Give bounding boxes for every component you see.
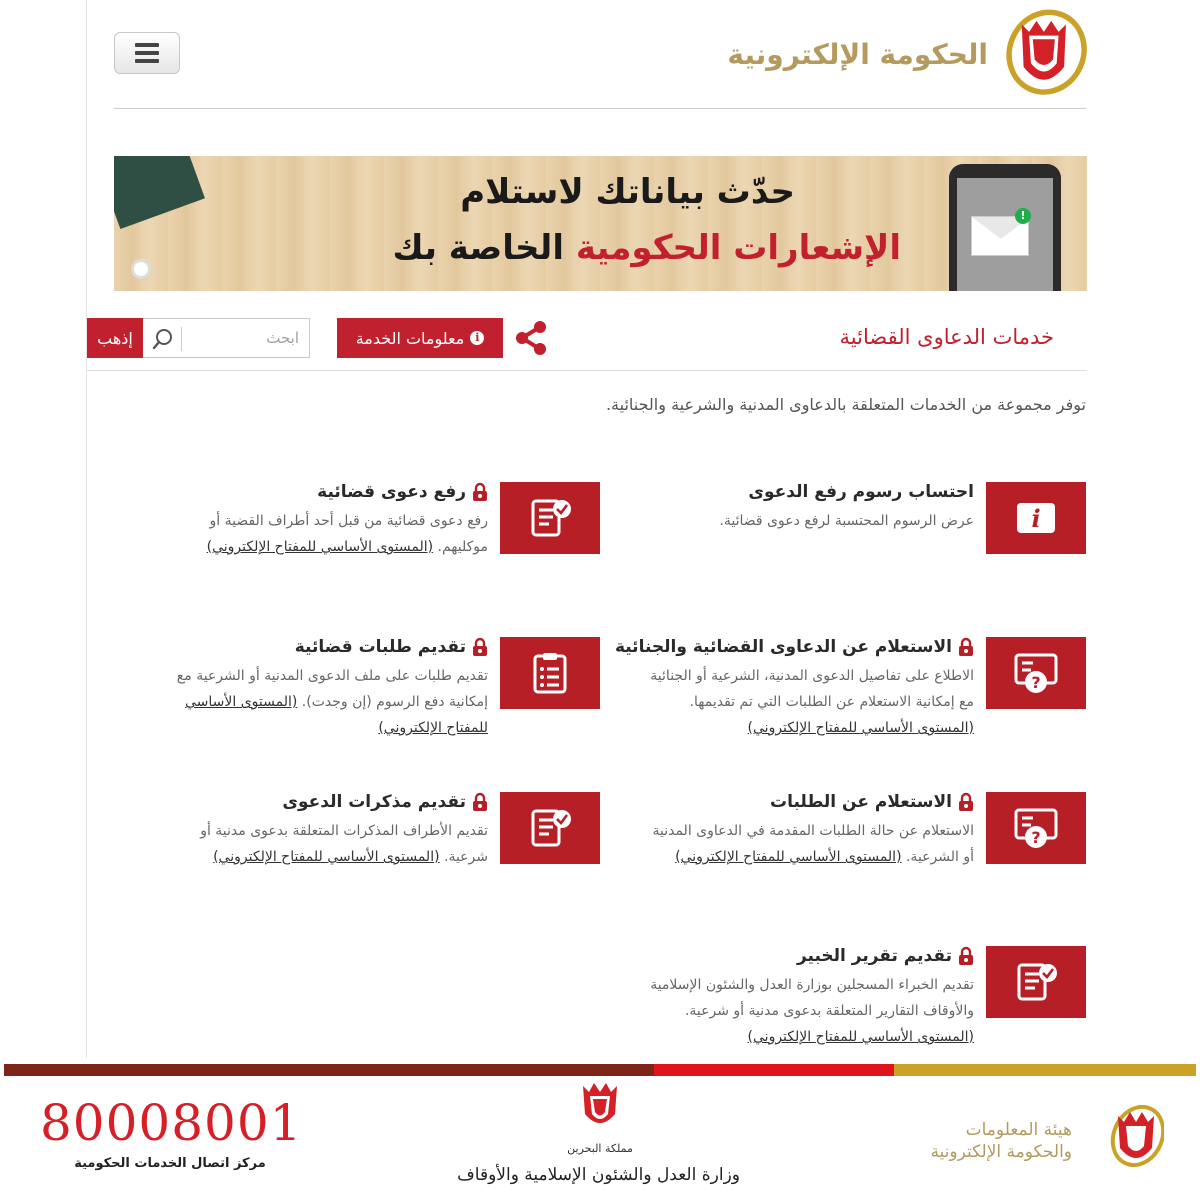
service-description-text: تقديم الخبراء المسجلين بوزارة العدل والشئون الإسلامية والأوقاف التقارير المتعلقة بدعوى مدنية أو شرعية. — [650, 977, 974, 1019]
service-description — [644, 818, 974, 870]
egov-logo[interactable] — [727, 8, 1088, 104]
info-circle-icon: i — [470, 331, 484, 345]
service-description — [158, 663, 488, 741]
banner-subheadline-rest: الخاصة بك — [392, 228, 564, 268]
ekey-level-link[interactable]: (المستوى الأساسي للمفتاح الإلكتروني) — [206, 539, 434, 555]
svg-text:?: ? — [1031, 673, 1041, 692]
service-description-text: تقديم الأطراف المذكرات المتعلقة بدعوى مدنية أو شرعية. — [200, 823, 488, 865]
ekey-level-link[interactable]: (المستوى الأساسي للمفتاح الإلكتروني) — [747, 1029, 974, 1045]
share-icon[interactable] — [512, 318, 550, 358]
ekey-level-link[interactable]: (المستوى الأساسي للمفتاح الإلكتروني) — [213, 849, 440, 865]
footer-stripe-gold — [894, 1064, 1196, 1076]
service-title-text: تقديم تقرير الخبير — [796, 946, 952, 966]
service-description — [158, 508, 488, 560]
service-description — [644, 972, 974, 1050]
service-title[interactable] — [282, 792, 488, 812]
inquiry-icon — [1011, 805, 1061, 851]
info-icon — [1011, 495, 1061, 541]
hamburger-icon — [135, 41, 159, 65]
ekey-level-link[interactable]: (المستوى الأساسي للمفتاح الإلكتروني) — [185, 694, 488, 736]
form-submit-icon — [525, 495, 575, 541]
service-icon-button[interactable] — [500, 792, 600, 864]
service-icon-button[interactable] — [986, 792, 1086, 864]
service-title-text: الاستعلام عن الدعاوى القضائية والجنائية — [614, 637, 952, 657]
kingdom-name: مملكة البحرين — [567, 1142, 633, 1155]
toolbar-divider — [87, 370, 1087, 371]
service-title-text: احتساب رسوم رفع الدعوى — [748, 482, 974, 502]
phone-screen — [957, 178, 1053, 291]
footer-stripe-red — [654, 1064, 894, 1076]
form-submit-icon — [525, 805, 575, 851]
service-title-text: تقديم مذكرات الدعوى — [282, 792, 466, 812]
lock-icon — [958, 946, 974, 966]
lock-icon — [958, 637, 974, 657]
folder-decoration — [114, 156, 205, 229]
lock-icon — [958, 792, 974, 812]
service-title[interactable] — [615, 637, 974, 657]
lock-icon — [472, 482, 488, 502]
phone-illustration — [949, 164, 1061, 291]
page-title: خدمات الدعاوى القضائية — [839, 325, 1054, 349]
notifications-banner[interactable] — [114, 156, 1087, 291]
svg-text:i: i — [1031, 504, 1041, 533]
frame-border — [86, 0, 87, 1058]
service-info-label: معلومات الخدمة — [355, 328, 465, 348]
service-description-text: رفع دعوى قضائية من قبل أحد أطراف القضية أو موكليهم. — [209, 513, 488, 555]
hamburger-menu-button[interactable] — [114, 32, 180, 74]
clipboard-icon — [525, 650, 575, 696]
banner-headline: حدّث بياناتك لاستلام — [460, 172, 795, 212]
bahrain-emblem-icon — [996, 8, 1088, 100]
service-title-text: رفع دعوى قضائية — [317, 482, 466, 502]
service-description-text: الاطلاع على تفاصيل الدعوى المدنية، الشرعية أو الجنائية مع إمكانية الاستعلام عن الطلبات التي تم تقديمها. — [650, 668, 974, 710]
service-description-text: عرض الرسوم المحتسبة لرفع دعوى قضائية. — [719, 513, 974, 529]
service-title[interactable] — [770, 792, 974, 812]
iga-emblem-icon — [1104, 1102, 1164, 1172]
service-info-button[interactable] — [337, 318, 503, 358]
service-title[interactable] — [295, 637, 488, 657]
ekey-level-link[interactable]: (المستوى الأساسي للمفتاح الإلكتروني) — [747, 720, 974, 736]
ministry-name: وزارة العدل والشئون الإسلامية والأوقاف — [457, 1165, 740, 1185]
service-title[interactable] — [797, 946, 974, 966]
search-divider — [181, 327, 182, 351]
search-input[interactable] — [183, 319, 309, 357]
form-submit-icon — [1011, 959, 1061, 1005]
ekey-level-link[interactable]: (المستوى الأساسي للمفتاح الإلكتروني) — [675, 849, 902, 865]
iga-name-line1: هيئة المعلومات — [965, 1120, 1072, 1140]
contact-center-label: مركز اتصال الخدمات الحكومية — [74, 1156, 266, 1171]
footer-stripe — [4, 1064, 1196, 1076]
service-description — [158, 818, 488, 870]
header-divider — [114, 108, 1086, 109]
service-icon-button[interactable] — [500, 637, 600, 709]
logo-text: الحكومة الإلكترونية — [727, 38, 988, 71]
earbud-decoration — [134, 262, 148, 276]
service-title-text: الاستعلام عن الطلبات — [770, 792, 952, 812]
lock-icon — [472, 792, 488, 812]
search-box — [142, 318, 310, 358]
service-title[interactable] — [317, 482, 488, 502]
kingdom-emblem-icon — [577, 1080, 623, 1132]
service-icon-button[interactable] — [500, 482, 600, 554]
intro-text: توفر مجموعة من الخدمات المتعلقة بالدعاوى المدنية والشرعية والجنائية. — [605, 395, 1086, 414]
iga-logo[interactable] — [864, 1100, 1164, 1180]
banner-highlight: الإشعارات الحكومية — [575, 228, 901, 268]
service-icon-button[interactable] — [986, 946, 1086, 1018]
service-title-text: تقديم طلبات قضائية — [294, 637, 466, 657]
service-description — [644, 508, 974, 534]
alert-badge-icon: ! — [1015, 208, 1031, 224]
service-icon-button[interactable] — [986, 637, 1086, 709]
ministry-logo[interactable] — [457, 1080, 740, 1196]
lock-icon — [472, 637, 488, 657]
service-description — [644, 663, 974, 741]
footer-stripe-brown — [4, 1064, 654, 1076]
go-button[interactable]: إذهب — [87, 318, 143, 358]
service-title[interactable] — [748, 482, 974, 502]
iga-name-line2: والحكومة الإلكترونية — [930, 1142, 1072, 1162]
service-description-text: الاستعلام عن حالة الطلبات المقدمة في الدعاوى المدنية أو الشرعية. — [652, 823, 974, 865]
search-icon[interactable] — [151, 327, 175, 351]
contact-center-phone[interactable]: 80008001 — [40, 1094, 303, 1152]
inquiry-icon — [1011, 650, 1061, 696]
banner-subheadline — [393, 228, 901, 268]
svg-text:?: ? — [1031, 828, 1041, 847]
service-description-text: تقديم طلبات على ملف الدعوى المدنية أو الشرعية مع إمكانية دفع الرسوم (إن وجدت). — [176, 668, 488, 710]
service-icon-button[interactable] — [986, 482, 1086, 554]
